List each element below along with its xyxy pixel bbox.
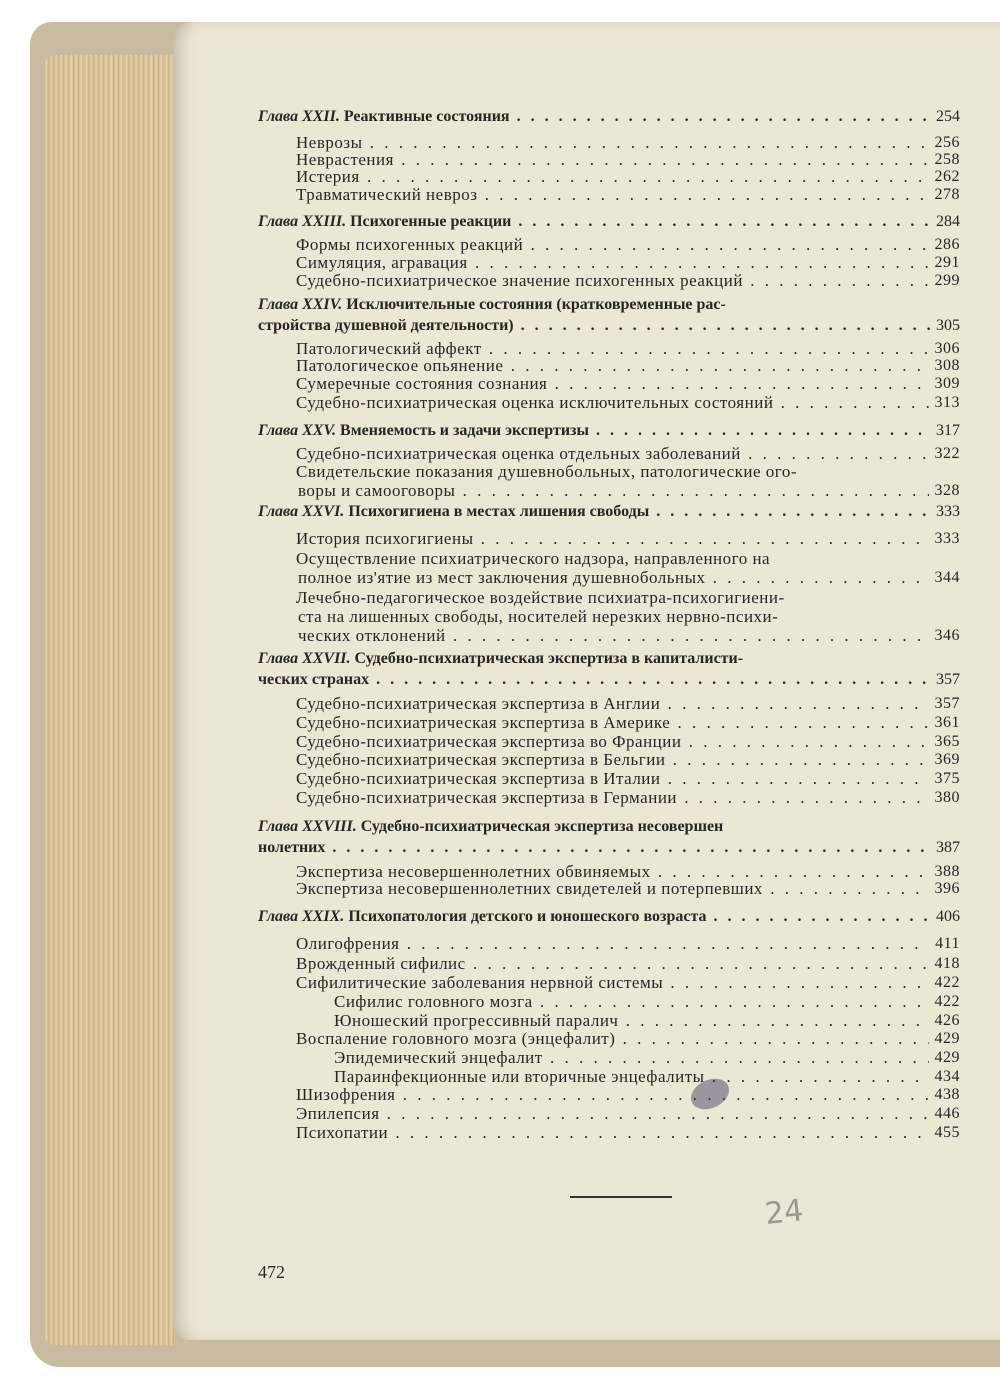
entry-title: Формы психогенных реакций (296, 236, 524, 254)
entry-title: Судебно-психиатрическая экспертиза в Италии (296, 770, 661, 788)
toc-entry-row (296, 935, 960, 953)
toc-page-number: 328 (929, 482, 961, 500)
chapter-number: Глава XXVII. (258, 650, 351, 667)
toc-title (296, 1105, 960, 1123)
chapter-number: Глава XXV. (258, 422, 337, 439)
toc-entry-row (296, 186, 960, 204)
toc-entry-row (296, 714, 960, 732)
chapter-title-line2: нолетних (258, 839, 326, 856)
chapter-number: Глава XXIX. (258, 908, 345, 925)
toc-title (298, 627, 960, 645)
entry-title: Патологическое опьянение (296, 357, 504, 375)
chapter-title-line1: Судебно-психиатрическая экспертиза несовершен (360, 818, 724, 835)
toc-page-number: 438 (929, 1086, 961, 1104)
toc-entry-row (296, 375, 960, 393)
toc-title (296, 880, 960, 898)
toc-title (298, 482, 960, 500)
toc-title (334, 993, 960, 1011)
chapter-number: Глава XXIII. (258, 213, 347, 230)
toc-page-number: 369 (929, 751, 961, 769)
toc-entry-row (296, 530, 960, 548)
chapter-title: Психогенные реакции (350, 213, 512, 230)
chapter-title-line2: ческих странах (258, 671, 370, 688)
toc-title (296, 375, 960, 393)
toc-page-number: 262 (929, 168, 961, 186)
toc-title (258, 422, 960, 440)
chapter-title: Реактивные состояния (343, 108, 510, 125)
toc-title (258, 213, 960, 231)
toc-page-number: 396 (929, 880, 961, 898)
toc-entry-row (296, 733, 960, 751)
toc-title (258, 108, 960, 126)
toc-entry-row (296, 340, 960, 358)
toc-title (258, 908, 960, 926)
toc-entry-row (296, 134, 960, 152)
toc-chapter-line (258, 818, 960, 836)
toc-page-number: 426 (929, 1012, 961, 1030)
toc-title (296, 272, 960, 290)
toc-entry-row (296, 357, 960, 375)
toc-title (296, 168, 960, 186)
toc-entry-row (296, 1105, 960, 1123)
toc-page-number: 317 (930, 422, 960, 440)
toc-page-number: 418 (929, 955, 961, 973)
toc-entry-row (296, 751, 960, 769)
toc-page-number: 306 (929, 340, 961, 358)
toc-page-number: 344 (929, 569, 961, 587)
toc-entry-row (296, 168, 960, 186)
chapter-title-line1: Исключительные состояния (кратковременные рас- (346, 296, 726, 313)
toc-chapter-row-cont (258, 671, 960, 689)
entry-title: Олигофрения (296, 935, 400, 953)
toc-page-number: 333 (929, 530, 961, 548)
chapter-title: Вменяемость и задачи экспертизы (340, 422, 589, 439)
toc-page-number: 256 (929, 134, 961, 152)
entry-title: Сумеречные состояния сознания (296, 375, 548, 393)
toc-page-number: 284 (930, 213, 960, 231)
toc-page-number: 278 (929, 186, 961, 204)
toc-entry-row (296, 770, 960, 788)
toc-page-number: 422 (929, 974, 961, 992)
entry-title: Эпилепсия (296, 1105, 380, 1123)
toc-entry-row (296, 445, 960, 463)
entry-title-line1: Лечебно-педагогическое воздействие психиатра-психогигиени- (296, 588, 785, 607)
toc-entry-row-cont (298, 482, 960, 500)
divider-line (570, 1196, 672, 1198)
toc-chapter-row-cont (258, 317, 960, 335)
toc-page-number: 254 (930, 108, 960, 126)
toc-title (296, 714, 960, 732)
toc-entry-row (296, 974, 960, 992)
toc-page-number: 309 (929, 375, 961, 393)
toc-title (296, 186, 960, 204)
page-edges (45, 55, 175, 1345)
toc-chapter-row (258, 108, 960, 126)
toc-page-number: 406 (930, 908, 960, 926)
toc-title (296, 357, 960, 375)
toc-entry-row (296, 254, 960, 272)
toc-title (296, 974, 960, 992)
entry-title: Экспертиза несовершеннолетних обвиняемых (296, 863, 651, 881)
toc-title (334, 1012, 960, 1030)
entry-title-line2: воры и самооговоры (298, 482, 456, 500)
entry-title: Судебно-психиатрическая экспертиза во Франции (296, 733, 682, 751)
toc-entry-row (296, 151, 960, 169)
pencil-mark: 24 (763, 1193, 805, 1232)
toc-entry-row-cont (298, 627, 960, 645)
toc-title (296, 863, 960, 881)
entry-title: Травматический невроз (296, 186, 478, 204)
toc-page-number: 446 (929, 1105, 961, 1123)
toc-chapter-row (258, 503, 960, 521)
toc-title (334, 1049, 960, 1067)
entry-title-line2: полное из'ятие из мест заключения душевнобольных (298, 569, 706, 587)
entry-title: Судебно-психиатрическая экспертиза в Америке (296, 714, 671, 732)
chapter-title-line1: Судебно-психиатрическая экспертиза в капиталисти- (354, 650, 744, 667)
toc-entry-row (296, 695, 960, 713)
toc-entry-row-cont (298, 569, 960, 587)
toc-title (296, 955, 960, 973)
chapter-number: Глава XXIV. (258, 296, 343, 313)
toc-page-number: 422 (929, 993, 961, 1011)
toc-title (296, 733, 960, 751)
toc-title (296, 340, 960, 358)
toc-page-number: 333 (930, 503, 960, 521)
entry-title-line1: Свидетельские показания душевнобольных, патологические ого- (296, 462, 797, 481)
toc-page-number: 346 (929, 627, 961, 645)
toc-chapter-row (258, 213, 960, 231)
toc-title (296, 394, 960, 412)
subentry-title: Параинфекционные или вторичные энцефалиты (334, 1068, 705, 1086)
toc-title (334, 1068, 960, 1086)
toc-entry-row (296, 789, 960, 807)
toc-page-number: 434 (929, 1068, 961, 1086)
toc-page-number: 365 (929, 733, 961, 751)
toc-entry-row (296, 1030, 960, 1048)
chapter-number: Глава XXVI. (258, 503, 345, 520)
toc-page-number: 308 (929, 357, 961, 375)
entry-title-line3: ческих отклонений (298, 627, 446, 645)
toc-title (296, 134, 960, 152)
toc-entry-row (296, 863, 960, 881)
toc-page-number: 286 (929, 236, 961, 254)
toc-title (296, 1030, 960, 1048)
entry-title: Судебно-психиатрическая экспертиза в Англии (296, 695, 661, 713)
toc-page-number: 455 (929, 1124, 961, 1142)
toc-page-number: 357 (929, 695, 961, 713)
toc-title (296, 445, 960, 463)
entry-title: Воспаление головного мозга (энцефалит) (296, 1030, 616, 1048)
entry-title-line2: ста на лишенных свободы, носителей нерезких нервно-психи- (298, 607, 779, 626)
toc-title (296, 770, 960, 788)
entry-title: Экспертиза несовершеннолетних свидетелей и потерпевших (296, 880, 763, 898)
toc-page-number: 375 (929, 770, 961, 788)
toc-page-number: 361 (929, 714, 961, 732)
subentry-title: Эпидемический энцефалит (334, 1049, 543, 1067)
toc-page-number: 411 (929, 935, 960, 953)
toc-title (296, 1086, 960, 1104)
entry-title-line1: Осуществление психиатрического надзора, направленного на (296, 549, 771, 568)
entry-title: Психопатии (296, 1124, 389, 1142)
toc-chapter-row-cont (258, 839, 960, 857)
toc-page-number: 380 (929, 789, 961, 807)
entry-title: Судебно-психиатрическая оценка отдельных заболеваний (296, 445, 741, 463)
chapter-title-line2: стройства душевной деятельности) (258, 317, 514, 334)
chapter-number: Глава XXII. (258, 108, 340, 125)
toc-page-number: 357 (930, 671, 960, 689)
toc-title (296, 789, 960, 807)
toc-entry-row-sub (334, 993, 960, 1011)
toc-chapter-line (258, 296, 960, 314)
toc-entry-row (296, 1086, 960, 1104)
toc-page-number: 258 (929, 151, 961, 169)
entry-title: Судебно-психиатрическая оценка исключительных состояний (296, 394, 774, 412)
toc-title (296, 530, 960, 548)
chapter-title: Психопатология детского и юношеского возраста (348, 908, 707, 925)
subentry-title: Юношеский прогрессивный паралич (334, 1012, 619, 1030)
toc-title (296, 935, 960, 953)
toc-chapter-row (258, 908, 960, 926)
toc-page-number: 313 (929, 394, 961, 412)
toc-page-number: 305 (930, 317, 960, 335)
entry-title: Шизофрения (296, 1086, 396, 1104)
toc-title (258, 317, 960, 335)
toc-title (296, 751, 960, 769)
entry-title: Судебно-психиатрическое значение психогенных реакций (296, 272, 743, 290)
toc-entry-row-sub (334, 1012, 960, 1030)
toc-title (298, 569, 960, 587)
entry-title: Истерия (296, 168, 360, 186)
toc-entry-row-sub (334, 1068, 960, 1086)
toc-chapter-line (258, 650, 960, 668)
toc-entry-row (296, 236, 960, 254)
chapter-number: Глава XXVIII. (258, 818, 357, 835)
entry-title: Симуляция, агравация (296, 254, 468, 272)
entry-title: История психогигиены (296, 530, 474, 548)
toc-page-number: 291 (929, 254, 961, 272)
toc-entry-row (296, 955, 960, 973)
entry-title: Судебно-психиатрическая экспертиза в Германии (296, 789, 678, 807)
toc-entry-row (296, 1124, 960, 1142)
toc-entry-row (296, 880, 960, 898)
toc-title (258, 839, 960, 857)
toc-page-number: 429 (929, 1049, 961, 1067)
toc-page-number: 322 (929, 445, 961, 463)
toc-chapter-row (258, 422, 960, 440)
entry-title: Патологический аффект (296, 340, 482, 358)
subentry-title: Сифилис головного мозга (334, 993, 533, 1011)
page-number: 472 (258, 1262, 285, 1282)
toc-entry-row-sub (334, 1049, 960, 1067)
toc-title (258, 503, 960, 521)
toc-title (296, 1124, 960, 1142)
toc-page-number: 388 (929, 863, 961, 881)
toc-entry-row (296, 272, 960, 290)
toc-title (296, 236, 960, 254)
toc-title (258, 671, 960, 689)
toc-title (296, 254, 960, 272)
toc-title (296, 695, 960, 713)
entry-title: Сифилитические заболевания нервной системы (296, 974, 664, 992)
toc-title (296, 151, 960, 169)
toc-page-number: 299 (929, 272, 961, 290)
entry-title: Неврастения (296, 151, 394, 169)
chapter-title: Психогигиена в местах лишения свободы (348, 503, 650, 520)
entry-title: Неврозы (296, 134, 363, 152)
toc-page-number: 429 (929, 1030, 961, 1048)
toc-entry-row (296, 394, 960, 412)
entry-title: Судебно-психиатрическая экспертиза в Бельгии (296, 751, 666, 769)
entry-title: Врожденный сифилис (296, 955, 466, 973)
toc-page-number: 387 (930, 839, 960, 857)
